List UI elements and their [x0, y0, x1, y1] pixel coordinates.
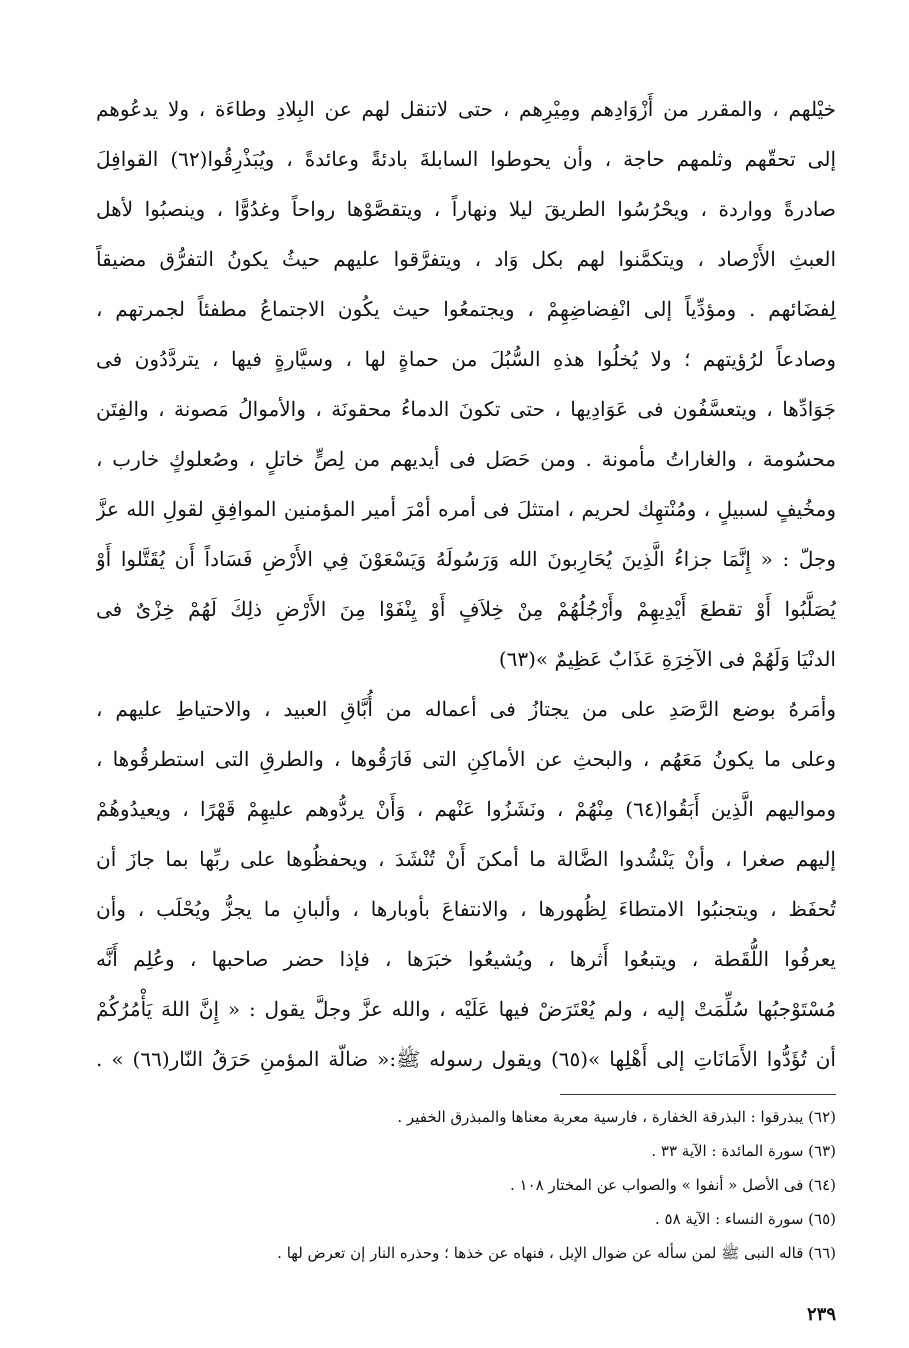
text-line: جَوَادِّها ، ويتعسَّفُون فى عَوَادِيها ، حتى تكونَ الدماءُ محقونَة ، والأموالُ مَصونة ، والفِتَن: [96, 397, 836, 421]
footnotes: [96, 1100, 836, 1270]
text-line: وجلّ : « إِنَّمَا جزاءُ الَّذِينَ يُحَارِبونَ الله وَرَسُولَهُ وَيَسْعَوْنَ فِي الأَرْضِ فَسَاداً أَن يُقَتَّلوا أَوْ: [96, 547, 836, 571]
text-line: ومخُيفٍ لسبيلٍ ، ومُنْتهِك لحريم ، امتثلَ فى أمره أمْرَ أمير المؤمنين الموافِقِ لقولِ الله عزَّ: [96, 497, 836, 521]
footnote: (٦٣) سورة المائدة : الآية ٣٣ .: [651, 1142, 836, 1160]
text-line: وأمَرهُ بوضع الرَّصَدِ على من يجتازُ فى أعماله من أُبَّاقِ العبيد ، والاحتياطِ عليهم ،: [96, 697, 836, 721]
text-line: إليهم صغرا ، وأنْ يَنْشُدوا الضَّالة ما أمكنَ أَنْ تُنْشَدَ ، ويحفظُوها على ربِّها بما جازَ أن: [96, 847, 836, 871]
text-line: لِفضَائهم . ومؤدِّياً إلى انْفِضاضِهِمْ ، ويجتمعُوا حيث يكُون الاجتماعُ مطفئاً لجمرتهم ،: [96, 297, 836, 321]
text-line: يعرفُوا اللُّقَطة ، ويتبعُوا أَثرها ، ويُشيعُوا خبَرَها ، فإذا حضر صاحبها ، وعُلِم أَنَّه: [96, 947, 836, 971]
text-line: الدنْيَا وَلَهُمْ فى الآخِرَةِ عَذَابٌ عَظِيمٌ »(٦٣): [498, 647, 836, 671]
footnote-divider: [560, 1094, 836, 1095]
text-line: العبثِ الأَرْصاد ، ويتكمَّنوا لهم بكل وَاد ، ويتفرَّقوا عليهم حيثُ يكونُ التفرُّق مضيقاً: [96, 247, 836, 271]
text-line: صادرةً وواردة ، ويحْرُسُوا الطريقَ ليلا ونهاراً ، ويتقصَّوْها رواحاً وغدُوًّا ، وينصبُوا لأهل: [96, 197, 836, 221]
main-text: [96, 84, 836, 1084]
footnote: (٦٤) فى الأصل « أنفوا » والصواب عن المختار ١٠٨ .: [510, 1176, 836, 1194]
text-line: مُسْتَوْجبُها سُلِّمَتْ إليه ، ولم يُعْتَرَضْ فيها عَلَيْه ، والله عزَّ وجلَّ يقول : « إِنَّ اللهَ يَأْمُرُكُمْ: [96, 997, 836, 1021]
footnote: (٦٥) سورة النساء : الآية ٥٨ .: [654, 1210, 836, 1228]
text-line: أن تُؤَدُّوا الأَمَانَاتِ إلى أَهْلِها »(٦٥) ويقول رسوله ﷺ:« ضالّة المؤمنِ حَرَقُ النّار(٦٦) » .: [96, 1047, 836, 1071]
text-line: خيْلهم ، والمقرر من أَزْوَادِهم ومِيْرِهم ، حتى لاتنقل لهم عن البِلادِ وطاءَة ، ولا يدعُوهم: [96, 97, 836, 121]
text-line: وعلى ما يكونُ مَعَهُم ، والبحثِ عن الأماكِنِ التى فَارَقُوها ، والطرقِ التى استطرقُوها ،: [96, 747, 836, 771]
text-line: إلى تحقّهم وثلمهم حاجة ، وأن يحوطوا السابلةَ بادئةً وعائدةً ، ويُبَذْرِقُوا(٦٢) القوافِلَ: [96, 147, 836, 171]
text-line: ومواليهم الَّذِين أَبَقُوا(٦٤) مِنْهُمْ ، ونَشَزُوا عَنْهم ، وَأَنْ يردُّوهم عليهِمْ قَهْرًا ، ويعيدُوهُمْ: [96, 797, 836, 821]
page-number: ٢٣٩: [806, 1304, 836, 1325]
footnote: (٦٢) يبذرقوا : البذرقة الخفارة ، فارسية معربة معناها والمبذرق الخفير .: [397, 1108, 836, 1126]
footnote: (٦٦) قاله النبى ﷺ لمن سأله عن ضوال الإبل ، فنهاه عن خذها ؛ وحذره النار إن تعرض لها .: [277, 1244, 836, 1262]
text-line: وصادعاً لرُؤيتهم ؛ ولا يُخلُوا هذهِ السُّبُلَ من حماةٍ لها ، وسيَّارةٍ فيها ، يتردَّدُون فى: [96, 347, 836, 371]
text-line: محسُومة ، والغاراتُ مأمونة . ومن حَصَل فى أيديهم من لِصٍّ خاتلٍ ، وصُعلوكٍ خارب ،: [96, 447, 836, 471]
text-line: تُحفَظ ، ويتجنبُوا الامتطاءَ لِظُهورها ، والانتفاعَ بأوبارها ، وألبانِ ما يجزُّ ويُحْلَب ، وأن: [96, 897, 836, 921]
text-line: يُصَلَّبُوا أَوْ تقطعَ أَيْدِيهِمْ وأَرْجُلُهُمْ مِنْ خِلاَفٍ أَوْ يِنْفَوْا مِنَ الأَرْضِ ذلِكَ لَهُمْ خِزْىٌ فى: [96, 597, 836, 621]
